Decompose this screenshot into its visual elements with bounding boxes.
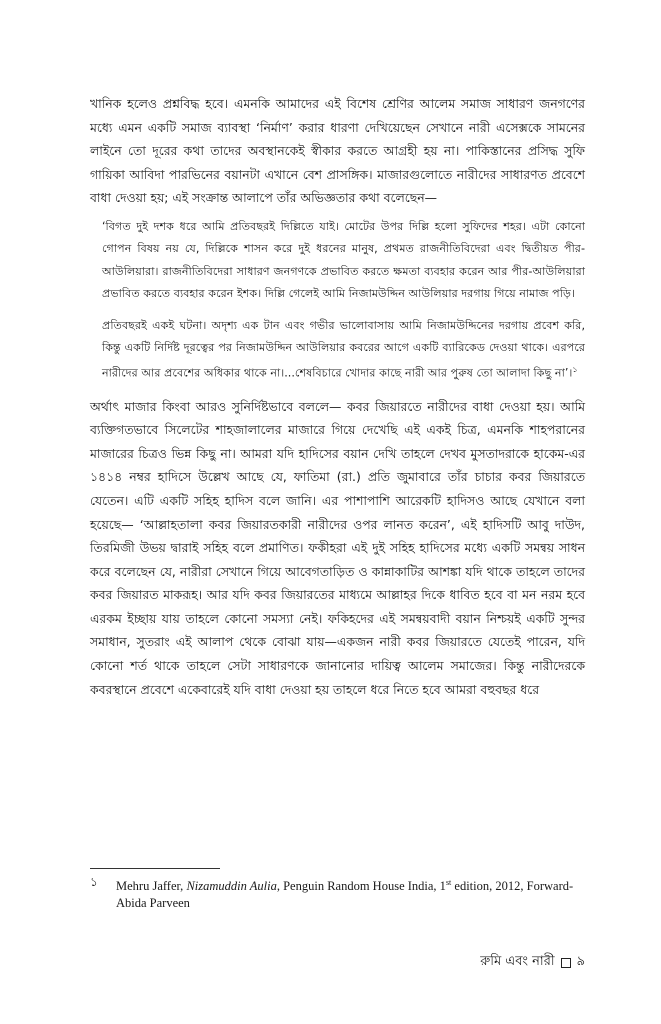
square-icon <box>561 958 571 968</box>
footnote-number: ১ <box>90 875 98 889</box>
quote-paragraph-2-text: প্রতিবছরই একই ঘটনা। অদৃশ্য এক টান এবং গভীর ভালোবাসায় আমি নিজামউদ্দিনের দরগায় প্রবেশ করি, কিন্তু একটি নির্দিষ্ট দূরত্বের পর নিজামউদ্দিন আউলিয়ার কবরের আগে একটি ব্যারিকেড দেওয়া থাকে। এরপরে নারীদের আর প্রবেশের অধিকার থাকে না।...শেষবিচারে খোদার কাছে নারী আর পুরুষ তো আলাদা কিছু না’। <box>102 318 585 381</box>
block-quote <box>102 216 585 386</box>
footnote-edition-sup: st <box>445 878 452 887</box>
footnote-publisher: , Penguin Random House India, 1 <box>276 879 446 894</box>
paragraph-main: অর্থাৎ মাজার কিংবা আরও সুনির্দিষ্টভাবে বললে— কবর জিয়ারতে নারীদের বাধা দেওয়া হয়। আমি ব্যক্তিগতভাবে সিলেটের শাহজালালের মাজারে গিয়ে দেখেছি এই একই চিত্র, এমনকি শাহপরানের মাজারের চিত্রও ভিন্ন কিছু না। আমরা যদি হাদিসের বয়ান দেখি তাহলে দেখব মুসতাদরাকে হাকেম-এর ১৪১৪ নম্বর হাদিসে উল্লেখ আছে যে, ফাতিমা (রা.) প্রতি জুমাবারে তাঁর চাচার কবর জিয়ারতে যেতেন। এটি একটি সহিহ হাদিস বলে জানি। এর পাশাপাশি আরেকটি হাদিসও আছে যেখানে বলা হয়েছে— ‘আল্লাহতালা কবর জিয়ারতকারী নারীদের ওপর লানত করেন’, এই হাদিসটি আবু দাউদ, তিরমিজী উভয় দ্বারাই সহিহ বলে প্রমাণিত। ফকীহরা এই দুই সহিহ হাদিসের মধ্যে একটি সমন্বয় সাধন করে বলেছেন যে, নারীরা সেখানে গিয়ে আবেগতাড়িত ও কান্নাকাটির আশঙ্কা যদি থাকে তাহলে তাদের কবর জিয়ারত মাকরূহ। আর যদি কবর জিয়ারতের মাধ্যমে আল্লাহর দিকে ধাবিত হবে বা মন নরম হবে এরকম ইচ্ছায় যায় তাহলে কোনো সমস্যা নেই। ফকিহদের এই সমন্বয়বাদী বয়ান নিশ্চয়ই একটি সুন্দর সমাধান, সুতরাং এই আলাপ থেকে বোঝা যায়—একজন নারী কবর জিয়ারতে যেতেই পারেন, যদি কোনো শর্ত থাকে তাহলে সেটা সাধারণকে জানানোর দায়িত্ব আলেম সমাজের। কিন্তু নারীদেরকে কবরস্থানে প্রবেশে একেবারেই যদি বাধা দেওয়া হয় তাহলে ধরে নিতে হবে আমরা বহুবছর ধরে <box>90 398 585 697</box>
page-footer <box>480 952 585 973</box>
footnote-book-title: Nizamuddin Aulia <box>186 879 277 894</box>
running-title: রুমি এবং নারী <box>480 954 555 969</box>
footnote-author: Mehru Jaffer, <box>116 879 187 894</box>
footnote-rest: edition, 2012, Forward-Abida Parveen <box>116 879 574 911</box>
footnote-reference[interactable]: ১ <box>572 365 578 375</box>
quote-paragraph-1: ‘বিগত দুই দশক ধরে আমি প্রতিবছরই দিল্লিতে যাই। মোটের উপর দিল্লি হলো সুফিদের শহর। এটা কোনো গোপন বিষয় নয় যে, দিল্লিকে শাসন করে দুই ধরনের মানুষ, প্রথমত রাজনীতিবিদেরা এবং দ্বিতীয়ত পীর-আউলিয়ারা। রাজনীতিবিদেরা সাধারণ জনগণকে প্রভাবিত করতে ক্ষমতা ব্যবহার করেন আর পীর-আউলিয়ারা প্রভাবিত করতে ব্যবহার করেন ইশক। দিল্লি গেলেই আমি নিজামউদ্দিন আউলিয়ার দরগায় গিয়ে নামাজ পড়ি। <box>102 219 585 301</box>
quote-paragraph-2 <box>102 315 585 386</box>
paragraph-intro: খানিক হলেও প্রশ্নবিদ্ধ হবে। এমনকি আমাদের এই বিশেষ শ্রেণির আলেম সমাজ সাধারণ জনগণের মধ্যে এমন একটি সমাজ ব্যাবস্থা ‘নির্মাণ’ করার ধারণা দেখিয়েছেন সেখানে নারী এসেক্সকে সামনের লাইনে তো দূরের কথা তাদের অবস্থানকেই স্বীকার করতে আগ্রহী হয় না। পাকিস্তানের প্রসিদ্ধ সুফি গায়িকা আবিদা পারভিনের বয়ানটা এখানে বেশ প্রাসঙ্গিক। মাজারগুলোতে নারীদের সাধারণত প্রবেশে বাধা দেওয়া হয়; এই সংক্রান্ত আলাপে তাঁর অভিজ্ঞতার কথা বলেছেন— <box>90 96 585 206</box>
main-text <box>90 92 585 701</box>
footnote-divider <box>90 868 220 869</box>
footnote-text <box>116 874 585 912</box>
footnote <box>90 874 585 912</box>
page-number: ৯ <box>576 954 585 969</box>
